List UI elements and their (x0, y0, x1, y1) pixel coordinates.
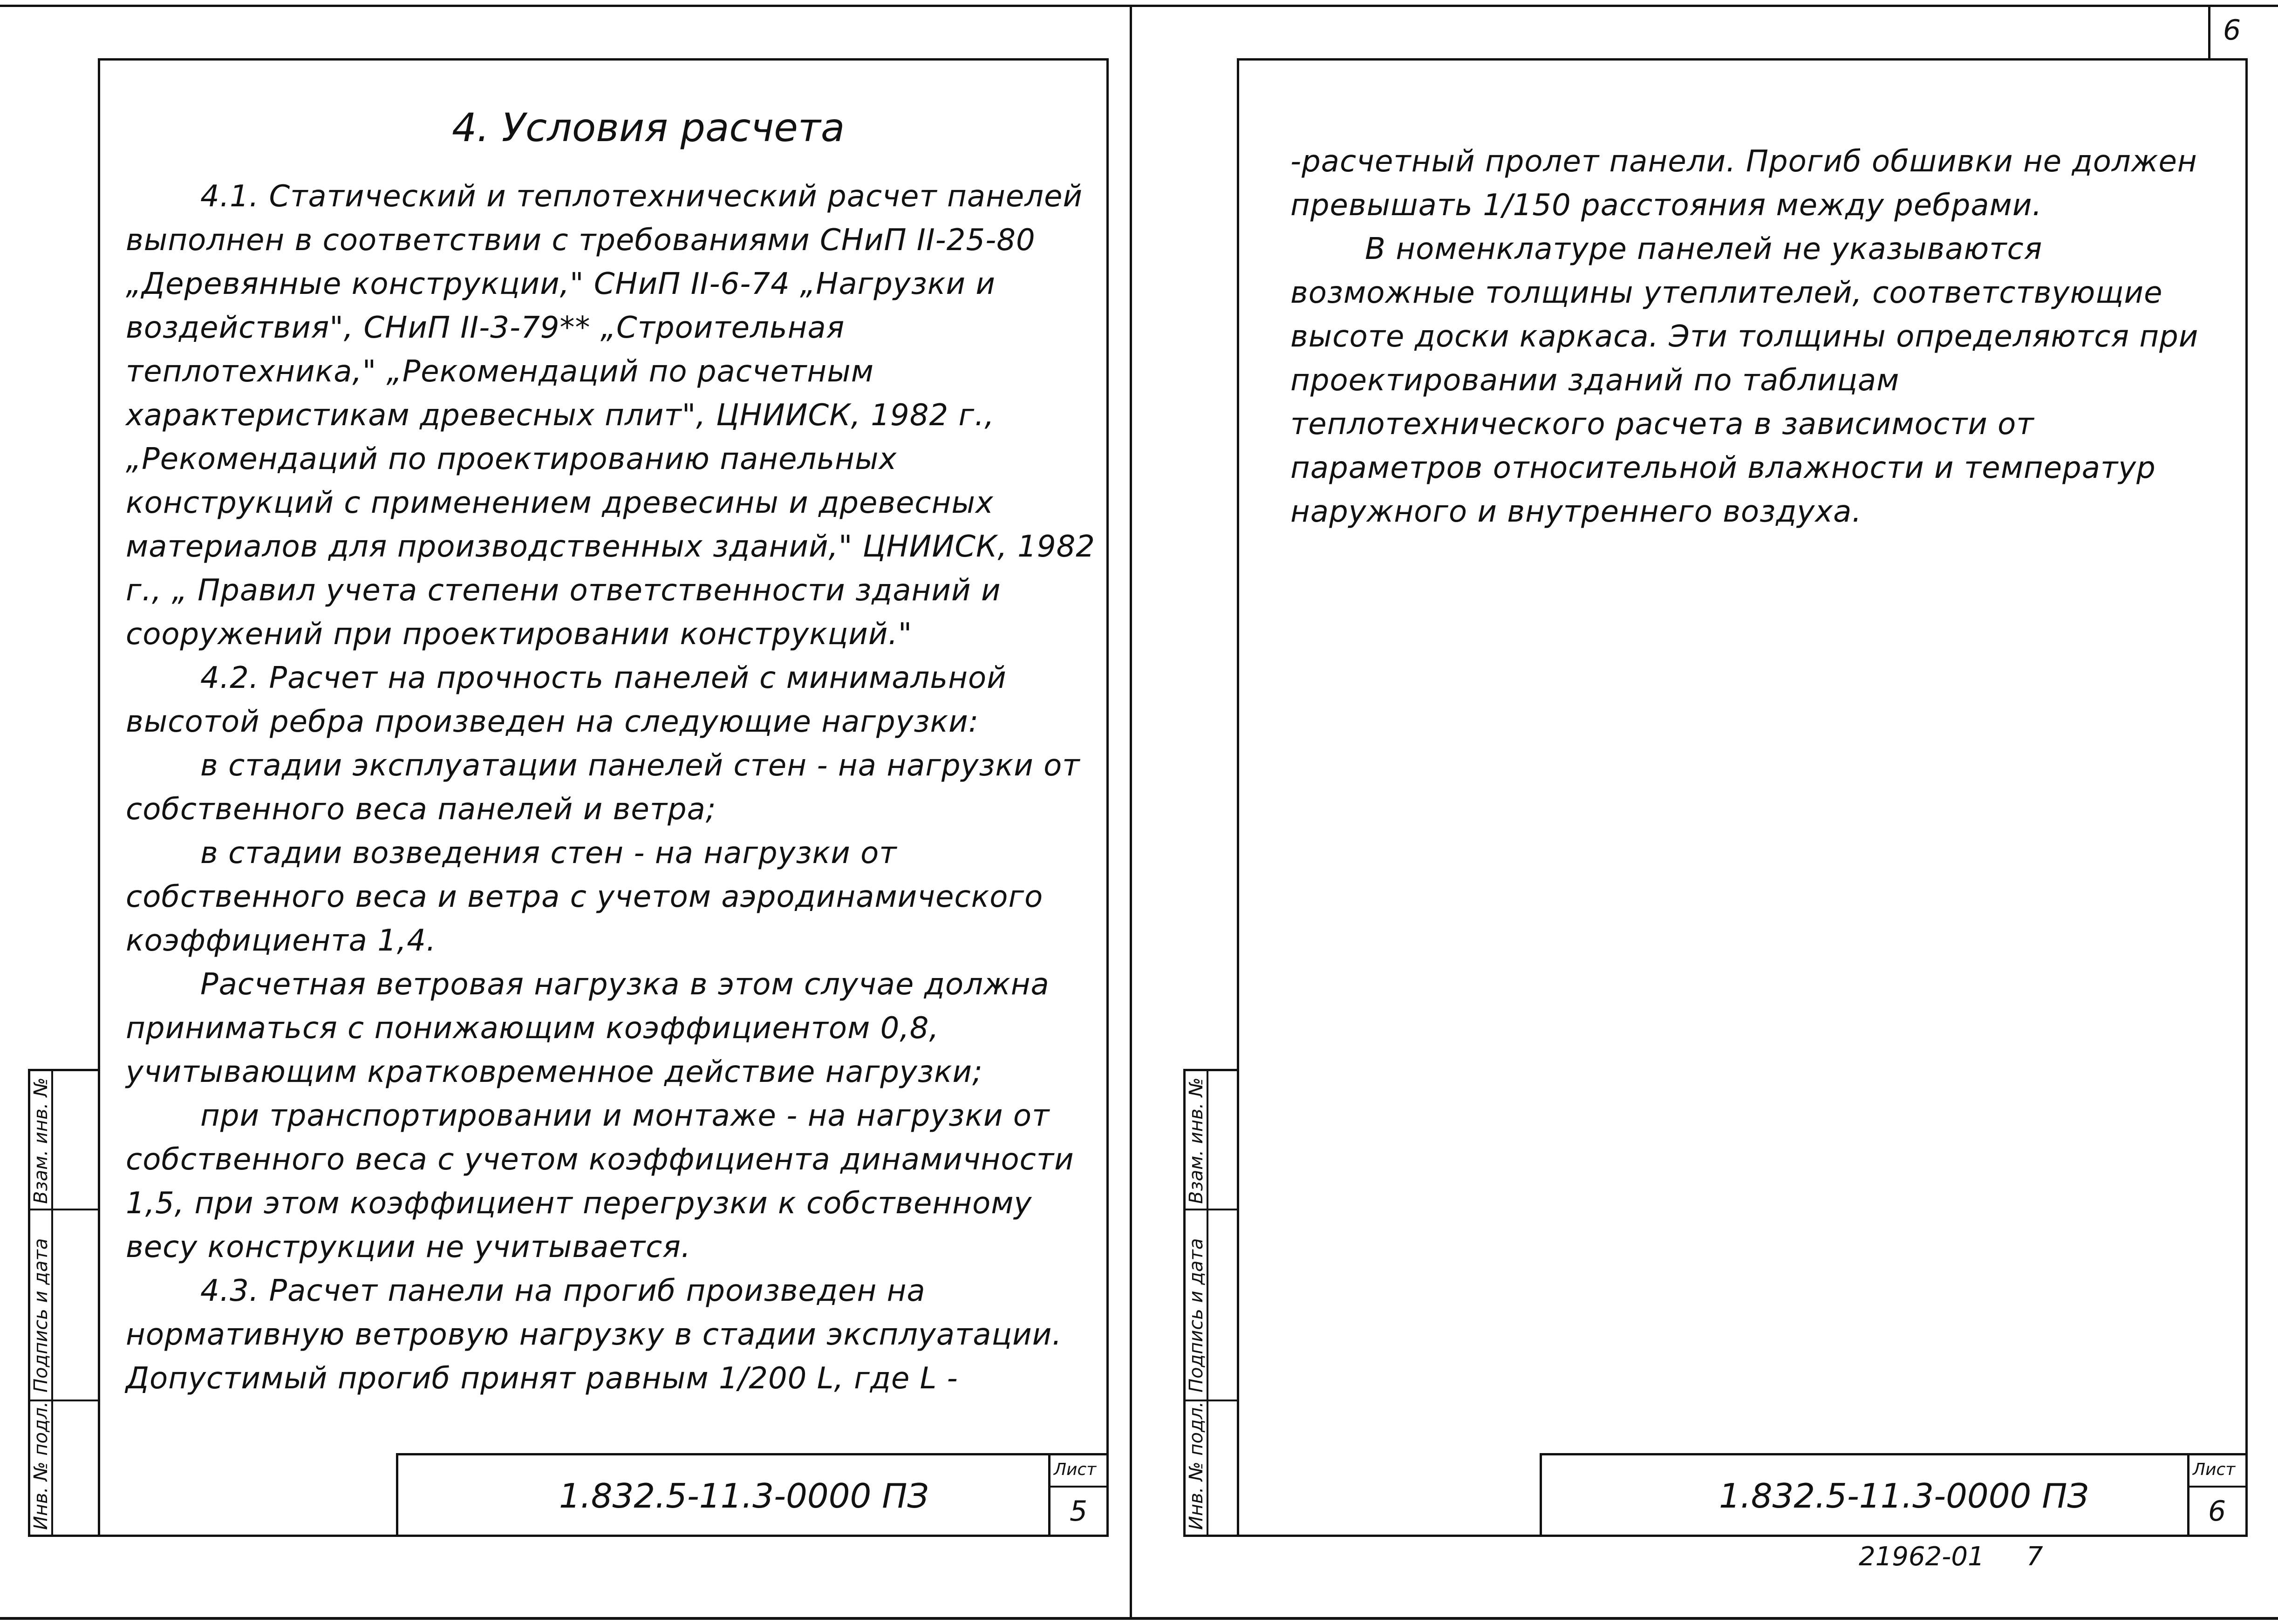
left-sheet-number: 5 (1070, 1495, 1088, 1528)
paragraph-4-1: 4.1. Статический и теплотехнический расчет панелей выполнен в соответствии с требованиями СНиП II-25-80 „Деревянные конструкции," СНиП II-6-74 „Нагрузки и воздействия", СНиП II-3-79** „Строительная теплотехника," „Рекомендаций по расчетным характеристикам древесных плит", ЦНИИСК, 1982 г., „Рекомендаций по проектированию панельных конструкций с применением древесины и древесных материалов для производственных зданий," ЦНИИСК, 1982 г., „ Правил учета степени ответственности зданий и сооружений при проектировании конструкций." (126, 179, 1095, 652)
section-title: 4. Условия расчета (452, 105, 845, 150)
paragraph-insulation: В номенклатуре панелей не указываются возможные толщины утеплителей, соответствующие высоте доски каркаса. Эти толщины определяются при проектировании зданий по таблицам теплотехнического расчета в зависимости от параметров относительной влажности и температур наружного и внутреннего воздуха. (1290, 232, 2199, 529)
left-side-label-inv: Инв. № подл. (30, 1401, 52, 1530)
paragraph-4-3: 4.3. Расчет панели на прогиб произведен на нормативную ветровую нагрузку в стадии эксплуатации. Допустимый прогиб принят равным 1/200 L, где L - (126, 1274, 1062, 1396)
right-side-label-signature: Подпись и дата (1186, 1238, 1207, 1393)
right-side-label-replace: Взам. инв. № (1186, 1077, 1207, 1204)
footer-page-number: 7 (2026, 1542, 2043, 1572)
footer-code: 21962-01 (1859, 1542, 1985, 1572)
left-body-text (126, 175, 1099, 1400)
right-sheet-number: 6 (2208, 1495, 2226, 1528)
bottom-edge-line (0, 1617, 2278, 1620)
paragraph-transport: при транспортировании и монтаже - на нагрузки от собственного веса с учетом коэффициента динамичности 1,5, при этом коэффициент перегрузки к собственному весу конструкции не учитывается. (126, 1099, 1074, 1264)
right-sheet-label: Лист (2193, 1460, 2236, 1479)
right-body-text (1290, 140, 2217, 534)
left-side-label-replace: Взам. инв. № (30, 1077, 52, 1204)
paragraph-4-2: 4.2. Расчет на прочность панелей с минимальной высотой ребра произведен на следующие нагрузки: (126, 661, 1007, 739)
paragraph-operation-stage: в стадии эксплуатации панелей стен - на нагрузки от собственного веса панелей и ветра; (126, 748, 1080, 827)
center-fold-line (1130, 5, 1132, 1620)
left-document-code: 1.832.5-11.3-0000 ПЗ (559, 1476, 929, 1515)
left-sheet-label: Лист (1054, 1460, 1097, 1479)
paragraph-erection-stage: в стадии возведения стен - на нагрузки от собственного веса и ветра с учетом аэродинамического коэффициента 1,4. (126, 836, 1044, 958)
right-document-code: 1.832.5-11.3-0000 ПЗ (1719, 1476, 2089, 1515)
corner-sheet-number: 6 (2223, 14, 2241, 47)
right-side-label-inv: Инв. № подл. (1186, 1401, 1207, 1530)
top-edge-line (0, 5, 2278, 7)
left-side-label-signature: Подпись и дата (30, 1238, 52, 1393)
paragraph-span-continued: -расчетный пролет панели. Прогиб обшивки не должен превышать 1/150 расстояния между ребрами. (1290, 144, 2197, 223)
paragraph-wind-load: Расчетная ветровая нагрузка в этом случае должна приниматься с понижающим коэффициентом 0,8, учитывающим кратковременное действие нагрузки; (126, 967, 1050, 1089)
